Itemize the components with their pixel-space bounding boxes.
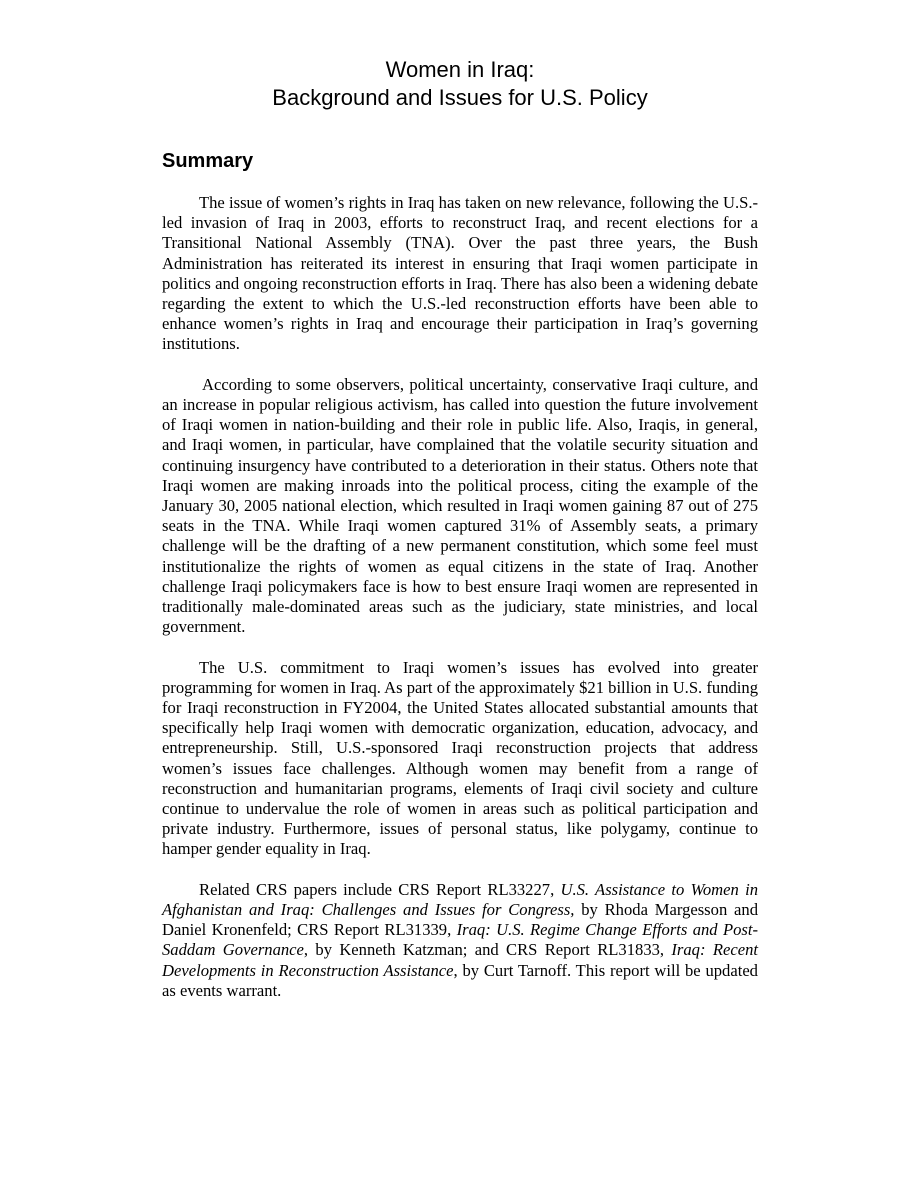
p4-citation-2: Iraq: U.S. Regime Change Efforts and Post-Saddam Governance [162,920,758,960]
title-line-1: Women in Iraq: [385,57,535,82]
summary-heading: Summary [162,150,254,172]
p4-citation-3: Iraq: Recent Developments in Reconstruction Assistance [162,940,758,980]
p4-text-4: , by Curt Tarnoff. This report will be updated as events warrant. [162,960,758,1000]
paragraph-2: According to some observers, political uncertainty, conservative Iraqi culture, and an increase in popular religious activism, has called into question the future involvement of Iraqi women in nation-building and their role in public life. Also, Iraqis, in general, and Iraqi women, in particular, have complained that the volatile security situation and continuing insurgency have contributed to a deterioration in their status. Others note that Iraqi women are making inroads into the political process, citing the example of the January 30, 2005 national election, which resulted in Iraqi women gaining 87 out of 275 seats in the TNA. While Iraqi women captured 31% of Assembly seats, a primary challenge will be the drafting of a new permanent constitution, which some feel must institutionalize the rights of women as equal citizens in the state of Iraq. Another challenge Iraqi policymakers face is how to best ensure Iraqi women are represented in traditionally male-dominated areas such as the judiciary, state ministries, and local government. [162,374,758,637]
summary-body [162,193,758,1021]
title-line-2: Background and Issues for U.S. Policy [272,85,648,110]
document-title [0,56,920,112]
paragraph-1: The issue of women’s rights in Iraq has taken on new relevance, following the U.S.-led invasion of Iraq in 2003, efforts to reconstruct Iraq, and recent elections for a Transitional National Assembly (TNA). Over the past three years, the Bush Administration has reiterated its interest in ensuring that Iraqi women participate in politics and ongoing reconstruction efforts in Iraq. There has also been a widening debate regarding the extent to which the U.S.-led reconstruction efforts have been able to enhance women’s rights in Iraq and encourage their participation in Iraq’s governing institutions. [162,193,758,354]
paragraph-4 [162,880,758,1001]
p4-text-3: , by Kenneth Katzman; and CRS Report RL31833, [303,940,672,960]
p4-text-2: by Rhoda Margesson and Daniel Kronenfeld; CRS Report RL31339, [162,900,758,940]
paragraph-3: The U.S. commitment to Iraqi women’s issues has evolved into greater programming for women in Iraq. As part of the approximately $21 billion in U.S. funding for Iraqi reconstruction in FY2004, the United States allocated substantial amounts that specifically help Iraqi women with democratic organization, education, advocacy, and entrepreneurship. Still, U.S.-sponsored Iraqi reconstruction projects that address women’s issues face challenges. Although women may benefit from a range of reconstruction and humanitarian programs, elements of Iraqi civil society and culture continue to undervalue the role of women in areas such as political participation and private industry. Furthermore, issues of personal status, like polygamy, continue to hamper gender equality in Iraq. [162,657,758,859]
p4-citation-1: U.S. Assistance to Women in Afghanistan and Iraq: Challenges and Issues for Congress, [162,879,758,920]
p4-text-1: Related CRS papers include CRS Report RL33227, [199,879,561,899]
